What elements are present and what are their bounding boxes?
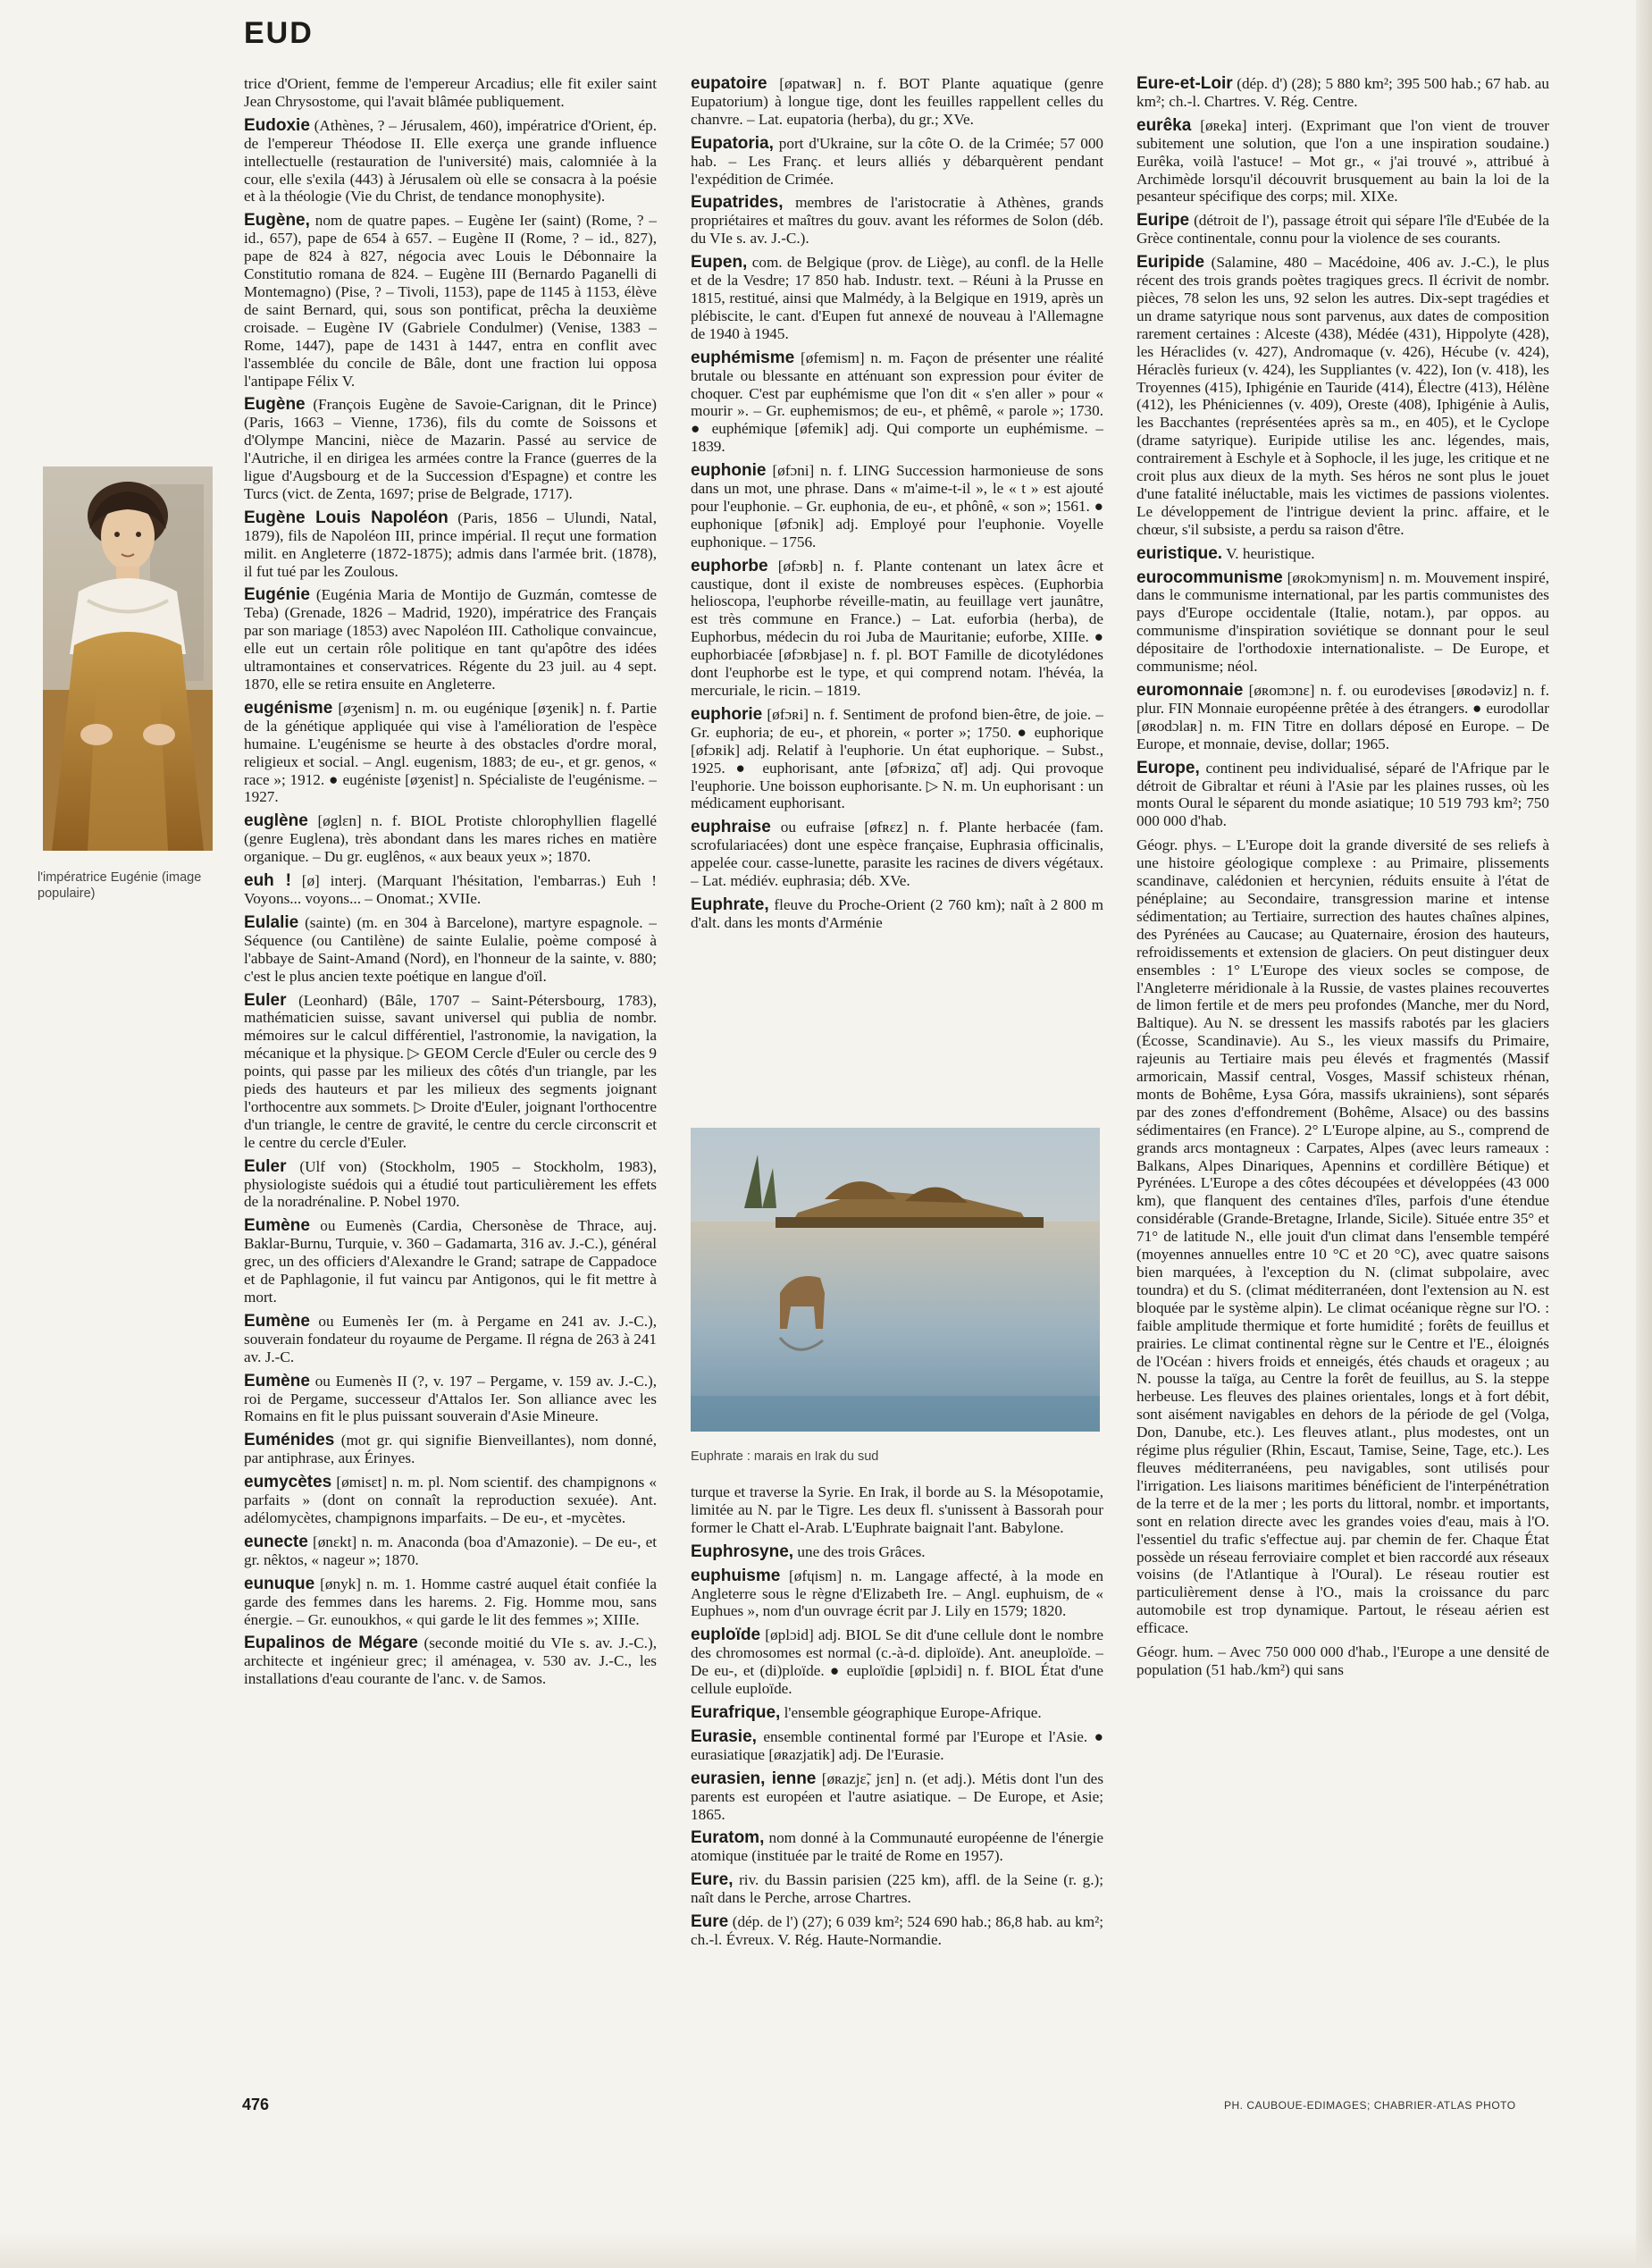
dictionary-entry (244, 509, 657, 581)
entry-headword: Eumène (244, 1216, 310, 1236)
entry-text: Géogr. phys. – L'Europe doit la grande diversité de ses reliefs à une histoire géologique complexe : au Primaire, plissements scandinave, calédonien et hercynien, réduits ensuite à l'état de pénéplaine; au Secondaire, transgression marine et intense sédimentation; au Tertiaire, surrection des hautes chaînes alpines, des Pyrénées au Caucase; au Quaternaire, érosion des hauteurs, refroidissements et extension de glaciers. On peut distinguer deux ensembles : 1° L'Europe des vieux socles se compose, de l'Angleterre méridionale à la Russie, de vastes plaines recouvertes de limon fertile et de mers peu profondes (Manche, mer du Nord, Baltique). Au N. se dressent les massifs rabotés par les glaciers (Écosse, Scandinavie). Au S., les vieux massifs du Primaire, rajeunis au Tertiaire mais peu élevés et fragmentés (Massif armoricain, Massif central, Vosges, Massif schisteux rhénan, monts de Bohême, Łysa Góra, massifs ukrainiens), sont séparés par des zones d'effondrement (Bohême, Alsace) ou des bassins sédimentaires (en France). 2° L'Europe alpine, au S., comprend de grands arcs montagneux : Carpates, Alpes (avec leurs rameaux : Balkans, Alpes Dinariques, Apennins et cordillère Bétique) et Pyrénées. L'Europe a des côtes découpées et développées (43 000 km), que flanquent des centaines d'îles, parfois d'une étendue considérable (Grande-Bretagne, Irlande, Sicile). Située entre 35° et 71° de latitude N., elle jouit d'un climat dans l'ensemble tempéré (moyennes annuelles entre 10 °C et 20 °C), avec quatre saisons bien marquées, à l'exception du N. (climat subpolaire, avec toundra) et du S. (climat méditerranéen, dont l'extension au N. est bloquée par le système alpin). Le climat océanique règne sur l'O. : faible amplitude thermique et forte humidité ; forêts de feuillus et prairies. Le climat continental règne sur le Centre et l'E., éloignés de l'Océan : hivers froids et enneigés, étés chauds et orageux ; au N. pousse la taïga, au Centre la forêt de feuillus, au S. la steppe herbeuse. Les fleuves des plaines orientales, longs et à fort débit, sont aisément navigables en dehors de la période de gel (Volga, Don, Danube, etc.). Les fleuves atlant., plus modestes, ont un régime plus régulier (Rhin, Escaut, Tamise, Seine, Tage, etc.). Les fleuves méditerranéens, peu navigables, sont utilisés pour l'irrigation. Les liaisons maritimes bénéficient de l'interpénétration de la terre et de la mer ; les ports du littoral, nombr. et importants, sont en relation directe avec les grandes voies d'eau, mais à l'O. l'essentiel du trafic s'effectue auj. par chemin de fer. Chaque État possède un réseau ferroviaire complet et bien raccordé aux réseaux voisins (de l'Atlantique à l'Oural). Le réseau routier est particulièrement dense à l'O., mais la croissance du parc automobile est trop dynamique. Partout, le réseau aérien est efficace. (1136, 836, 1549, 1637)
entry-text: [øfɥism] n. m. Langage affecté, à la mode en Angleterre sous le règne d'Elizabeth Ire. – Angl. euphuism, de « Euphues », nom d'un ouvrage écrit par J. Lily en 1579; 1820. (691, 1567, 1103, 1620)
entry-text: ensemble continental formé par l'Europe et l'Asie. ● eurasiatique [øʀazjatik] adj. De l'Eurasie. (691, 1727, 1103, 1763)
entry-text: ou Eumenès Ier (m. à Pergame en 241 av. J.-C.), souverain fondateur du royaume de Pergame. Il régna de 263 à 241 av. J.-C. (244, 1312, 657, 1365)
entry-text: [ønɛkt] n. m. Anaconda (boa d'Amazonie). – De eu-, et gr. nêktos, « nageur »; 1870. (244, 1533, 657, 1568)
entry-text: turque et traverse la Syrie. En Irak, il borde au S. la Mésopotamie, limitée au N. par le Tigre. Les deux fl. s'unissent à Bassorah pour former le Chatt el-Arab. L'Euphrate baignait l'ant. Babylone. (691, 1483, 1103, 1536)
dictionary-entry (244, 1217, 657, 1306)
entry-headword: Eugène Louis Napoléon (244, 508, 449, 527)
dictionary-entry (691, 819, 1103, 890)
photo-caption: Euphrate : marais en Irak du sud (691, 1449, 879, 1464)
entry-text: (François Eugène de Savoie-Carignan, dit le Prince) (Paris, 1663 – Vienne, 1736), fils du comte de Soissons et d'Olympe Mancini, nièce de Mazarin. Passé au service de l'Autriche, il en dirigea les armées contre la France (guerres de la ligue d'Augsbourg et de la Succession d'Espagne) et contre les Turcs (vict. de Zenta, 1697; prise de Belgrade, 1717). (244, 396, 657, 502)
dictionary-entry (244, 1575, 657, 1629)
entry-headword: Eudoxie (244, 115, 310, 135)
entry-headword: Eurafrique, (691, 1702, 781, 1722)
entry-text: [øʀazjɛ̃, jɛn] n. (et adj.). Métis dont l'un des parents est européen et l'autre asiatique. – De Europe, et Asie; 1865. (691, 1769, 1103, 1823)
entry-headword: Euratom, (691, 1828, 765, 1848)
entry-text: (mot gr. qui signifie Bienveillantes), nom donné, par antiphrase, aux Érinyes. (244, 1432, 657, 1467)
entry-text: [øʀomɔnɛ] n. f. ou eurodevises [øʀodəviz] n. f. plur. FIN Monnaie européenne prêtée à des étrangers. ● eurodollar [øʀodɔlaʀ] n. m. FIN Titre en dollars déposé en Europe. – De Europe, et monnaie, devise, dollar; 1965. (1136, 682, 1549, 752)
dictionary-entry (244, 992, 657, 1152)
entry-headword: Euler (244, 1156, 287, 1176)
dictionary-entry (244, 117, 657, 206)
entry-headword: euh ! (244, 871, 291, 891)
dictionary-entry (244, 812, 657, 866)
entry-headword: Euménides (244, 1431, 335, 1450)
entry-headword: eurêka (1136, 115, 1192, 135)
dictionary-entry (691, 254, 1103, 343)
dictionary-entry (1136, 760, 1549, 831)
entry-text: (Salamine, 480 – Macédoine, 406 av. J.-C.), le plus récent des trois grands poètes tragiques grecs. Il écrivit de nombr. pièces, 78 selon les uns, 92 selon les autres. Dix-sept tragédies et un drame satyrique nous sont parvenus, aux dates de composition rarement certaines : Alceste (438), Médée (431), Hippolyte (428), les Héraclides (v. 427), Andromaque (v. 426), Hécube (v. 424), Héraclès furieux (v. 424), les Suppliantes (v. 422), Ion (v. 418), les Troyennes (415), Iphigénie en Tauride (414), Électre (413), Hélène (412), les Phéniciennes (v. 409), Oreste (408), Iphigénie à Aulis, les Bacchantes (représentées après sa m., en 405), et le Cyclope (drame satyrique). Euripide utilise les anc. légendes, mais, contrairement à Eschyle et à Sophocle, il les juge, les critique et ne croit plus aux dieux de la myth. Ses héros ne sont plus le jouet d'une fatalité inéluctable, mais les victimes de passions violentes. Le développement de l'intrigue devient la princ. affaire, et le chœur, s'il subsiste, a perdu sa raison d'être. (1136, 254, 1549, 538)
entry-text: port d'Ukraine, sur la côte O. de la Crimée; 57 000 hab. – Les Franç. et leurs alliés y débarquèrent pendant l'expédition de Crimée. (691, 134, 1103, 188)
portrait-illustration (43, 466, 213, 851)
column-1 (244, 75, 657, 2068)
entry-headword: Eugénie (244, 585, 310, 605)
entry-text: nom de quatre papes. – Eugène Ier (saint) (Rome, ? – id., 657), pape de 654 à 657. – Eugène II (Rome, ? – id., 827), pape de 824 à 827, négocia avec Louis le Débonnaire la Constitutio romana de 824. – Eugène III (Bernardo Paganelli di Montemagno) (Pise, ? – Tivoli, 1153), pape de 1145 à 1153, élève de saint Bernard, qui, sous son pontificat, prêcha la deuxième croisade. – Eugène IV (Gabriele Condulmer) (Venise, 1383 – Rome, 1447), pape de 1431 à 1447, entra en conflit avec l'assemblée du concile de Bâle, dont une fraction lui opposa l'antipape Félix V. (244, 212, 657, 390)
entry-headword: eupatoire (691, 75, 767, 93)
entry-headword: Eurasie, (691, 1726, 757, 1746)
dictionary-entry (244, 212, 657, 390)
entry-text: ou Eumenès II (?, v. 197 – Pergame, v. 159 av. J.-C.), roi de Pergame, successeur d'Attalos Ier. Son alliance avec les Romains en fit le plus puissant souverain d'Asie Mineure. (244, 1372, 657, 1425)
entry-headword: euphonie (691, 461, 767, 481)
dictionary-entry (244, 75, 657, 111)
dictionary-entry (1136, 545, 1549, 563)
entry-text: [øfɔni] n. f. LING Succession harmonieuse de sons dans un mot, une phrase. Dans « m'aime-t-il », le « t » est ajouté pour l'euphonie. – Gr. euphonia, de eu-, et phônê, « son »; 1561. ● euphonique [øfɔnik] adj. Employé pour l'euphonie. Voyelle euphonique. – 1756. (691, 462, 1103, 550)
entry-text: (Eugénia Maria de Montijo de Guzmán, comtesse de Teba) (Grenade, 1826 – Madrid, 1920), impératrice des Français par son mariage (1853) avec Napoléon III. Catholique convaincue, elle eut un certain rôle politique en tant qu'apôtre des idées ultramontaines et conservatrices. Régente du 23 juil. au 4 sept. 1870, elle se retira ensuite en Angleterre. (244, 586, 657, 693)
entry-text: com. de Belgique (prov. de Liège), au confl. de la Helle et de la Vesdre; 17 850 hab. Industr. text. – Réuni à la Prusse en 1815, restitué, ainsi que Malmédy, à la Belgique en 1919, après un plébiscite, le cant. d'Eupen fut annexé de nouveau à l'Allemagne de 1940 à 1945. (691, 254, 1103, 342)
entry-text: (dép. d') (28); 5 880 km²; 395 500 hab.; 67 hab. au km²; ch.-l. Chartres. V. Rég. Centre. (1136, 75, 1549, 110)
dictionary-entry (691, 706, 1103, 812)
dictionary-entry (691, 558, 1103, 700)
entry-headword: euglène (244, 811, 308, 831)
dictionary-entry (1136, 682, 1549, 753)
column-3 (1136, 75, 1549, 2113)
entry-headword: Eumène (244, 1311, 310, 1331)
entry-text: (sainte) (m. en 304 à Barcelone), martyre espagnole. – Séquence (ou Cantilène) de sainte Eulalie, poème composé à l'abbaye de Saint-Amand (Nord), en l'honneur de la sainte, v. 880; c'est le plus ancien texte poétique en langue d'oïl. (244, 913, 657, 985)
photo-credit: PH. CAUBOUE-EDIMAGES; CHABRIER-ATLAS PHOTO (1224, 2099, 1516, 2112)
dictionary-entry (691, 1543, 1103, 1561)
dictionary-entry (691, 1483, 1103, 1537)
entry-headword: eugénisme (244, 698, 333, 718)
dictionary-entry (244, 1373, 657, 1426)
entry-headword: eurasien, ienne (691, 1768, 817, 1788)
entry-text: [øʒenism] n. m. ou eugénique [øʒenik] n. f. Partie de la génétique appliquée qui vise à l'amélioration de l'espèce humaine. L'eugénisme se heurte à des obstacles d'ordre moral, religieux et social. – Angl. eugenism, 1883; de eu-, et gr. genos, « race »; 1912. ● eugéniste [øʒenist] n. Spécialiste de l'eugénisme. – 1927. (244, 699, 657, 806)
entry-headword: Europe, (1136, 758, 1200, 777)
entry-text: [øglɛn] n. f. BIOL Protiste chlorophyllien flagellé (genre Euglena), très abondant dans les mares riches en matière organique. – Du gr. euglênos, « aux beaux yeux »; 1870. (244, 812, 657, 866)
entry-text: ou eufraise [øfʀɛz] n. f. Plante herbacée (fam. scrofulariacées) dont une espèce française, Euphrasia officinalis, appelée cour. casse-lunette, parasite les racines de divers végétaux. – Lat. médiév. euphrasia; déb. XVe. (691, 819, 1103, 890)
entry-headword: Eure (691, 1912, 729, 1932)
dictionary-entry (244, 1474, 657, 1527)
entry-headword: Eupatrides, (691, 193, 784, 213)
entry-headword: Euphrosyne, (691, 1541, 794, 1561)
entry-headword: Eugène, (244, 211, 310, 231)
dictionary-entry (691, 1704, 1103, 1722)
entry-text: (dép. de l') (27); 6 039 km²; 524 690 hab.; 86,8 hab. au km²; ch.-l. Évreux. V. Rég. Haute-Normandie. (691, 1913, 1103, 1948)
entry-headword: euphémisme (691, 348, 795, 367)
entry-text: l'ensemble géographique Europe-Afrique. (784, 1703, 1042, 1721)
entry-text: fleuve du Proche-Orient (2 760 km); naît à 2 800 m d'alt. dans les monts d'Arménie (691, 895, 1103, 931)
entry-text: (Paris, 1856 – Ulundi, Natal, 1879), fils de Napoléon III, prince impérial. Il reçut une formation milit. en Angleterre (1872-1875); admis dans l'armée brit. (1878), il fut tué par les Zoulous. (244, 508, 657, 580)
entry-text: [øfemism] n. m. Façon de présenter une réalité brutale ou blessante en atténuant son expression pour éviter de choquer. C'est par euphémisme que l'on dit « s'en aller » pour « mourir ». – Gr. euphemismos; de eu-, et phêmê, « parole »; 1730. ● euphémique [øfemik] adj. Qui comporte un euphémisme. – 1839. (691, 349, 1103, 456)
entry-headword: eunuque (244, 1574, 315, 1593)
dictionary-entry (691, 1913, 1103, 1949)
entry-text: [øʀokɔmynism] n. m. Mouvement inspiré, dans le communisme international, par les partis communistes des pays d'Europe occidentale (Italie, notam.), par oppos. au communisme d'inspiration soviétique se donnant pour le seul dépositaire de l'orthodoxie internationaliste. – De Europe, et communisme; néol. (1136, 568, 1549, 676)
dictionary-entry (1136, 1643, 1549, 1679)
running-head: EUD (244, 16, 314, 50)
entry-text: trice d'Orient, femme de l'empereur Arcadius; elle fit exiler saint Jean Chrysostome, qui l'avait blâmée publiquement. (244, 75, 657, 110)
entry-text: ou Eumenès (Cardia, Chersonèse de Thrace, auj. Baklar-Burnu, Turquie, v. 360 – Gadamarta, 316 av. J.-C.), général grec, un des officiers d'Alexandre le Grand; satrape de Cappadoce et de Paphlagonie, il fut vaincu par Antigonos, qui le fit mettre à mort. (244, 1217, 657, 1306)
entry-headword: euphorie (691, 704, 763, 724)
entry-headword: Eulalie (244, 912, 299, 932)
entry-headword: Eure-et-Loir (1136, 75, 1233, 93)
page-bottom-shadow (0, 2232, 1652, 2268)
entry-headword: Eupatoria, (691, 133, 774, 153)
entry-text: [ønyk] n. m. 1. Homme castré auquel était confiée la garde des femmes dans les harems. 2. Fig. Homme mou, sans énergie. – Gr. eunoukhos, « qui garde le lit des femmes »; XIIIe. (244, 1575, 657, 1628)
dictionary-entry (691, 75, 1103, 129)
entry-headword: Eupalinos de Mégare (244, 1634, 418, 1653)
entry-text: (seconde moitié du VIe s. av. J.-C.), architecte et ingénieur grec; il aménagea, v. 530 av. J.-C., les installations d'eau courante de l'anc. v. de Samos. (244, 1634, 657, 1688)
dictionary-entry (1136, 212, 1549, 248)
entry-headword: euromonnaie (1136, 681, 1244, 700)
dictionary-entry (691, 349, 1103, 456)
entry-headword: euphuisme (691, 1566, 781, 1585)
dictionary-entry (244, 1533, 657, 1569)
column-2-lower (691, 1483, 1103, 2082)
entry-text: (détroit de l'), passage étroit qui sépare l'île d'Eubée de la Grèce continentale, connu pour la violence de ses courants. (1136, 212, 1549, 248)
dictionary-entry (691, 1728, 1103, 1764)
entry-text: [øfɔʀb] n. f. Plante contenant un latex âcre et caustique, dont il existe de nombreuses espèces. (Euphorbia helioscopa, l'euphorbe réveille-matin, au feuillage vert jaunâtre, est très commune en France.) – Lat. euforbia (herba), de Euphorbus, médecin du roi Juba de Mauritanie; euforbe, XIIIe. ● euphorbiacée [øfɔʀbjase] n. f. pl. BOT Famille de dicotylédones dont l'euphorbe est le type, et qui comprend notam. l'hévéa, la mercuriale, le ricin. – 1819. (691, 557, 1103, 699)
entry-headword: Euler (244, 990, 287, 1010)
entry-headword: Euripide (1136, 253, 1205, 273)
entry-text: continent peu individualisé, séparé de l'Afrique par le détroit de Gibraltar et réuni à l'Asie par les plaines russes, où les monts Oural le séparent du monde asiatique; 10 519 793 km²; 750 000 000 d'hab. (1136, 759, 1549, 830)
entry-headword: Euphrate, (691, 895, 769, 914)
entry-headword: euristique. (1136, 543, 1223, 563)
dictionary-entry (244, 1634, 657, 1688)
entry-text: [ø] interj. (Marquant l'hésitation, l'embarras.) Euh ! Voyons... voyons... – Onomat.; XVIIe. (244, 872, 657, 907)
dictionary-entry (1136, 569, 1549, 676)
entry-text: (Ulf von) (Stockholm, 1905 – Stockholm, 1983), physiologiste suédois qui a étudié tout particulièrement les effets de la noradrénaline. P. Nobel 1970. (244, 1157, 657, 1211)
dictionary-entry (244, 872, 657, 908)
entry-text: [øʀeka] interj. (Exprimant que l'on vient de trouver subitement une solution, que l'on a une inspiration soudaine.) Eurêka, voilà l'astuce! – Mot gr., « j'ai trouvé », attribué à Archimède lorsqu'il découvrit brusquement au bain la loi de la pesanteur spécifique des corps; mil. XIXe. (1136, 116, 1549, 206)
dictionary-entry (691, 135, 1103, 189)
dictionary-entry (691, 1567, 1103, 1621)
entry-text: une des trois Grâces. (797, 1542, 926, 1560)
dictionary-entry (691, 462, 1103, 551)
dictionary-entry (244, 1432, 657, 1467)
dictionary-entry (244, 586, 657, 693)
dictionary-entry (691, 1626, 1103, 1698)
dictionary-entry (691, 1770, 1103, 1824)
entry-headword: euphraise (691, 818, 771, 837)
entry-headword: eurocommunisme (1136, 567, 1283, 587)
entry-text: (Athènes, ? – Jérusalem, 460), impératrice d'Orient, ép. de l'empereur Théodose II. Elle exerça une grande influence intellectuelle (restauration de l'université) mais, calomniée à la cour, elle s'exila (443) à Jérusalem où elle se consacra à la poésie et à la théologie (Vie du Christ, de tendance monophysite). (244, 116, 657, 206)
portrait-caption: l'impératrice Eugénie (image populaire) (38, 870, 202, 901)
entry-headword: eunecte (244, 1532, 308, 1551)
dictionary-entry (691, 194, 1103, 248)
entry-text: nom donné à la Communauté européenne de l'énergie atomique (instituée par le traité de Rome en 1957). (691, 1829, 1103, 1865)
dictionary-entry (691, 896, 1103, 932)
entry-text: [øpatwaʀ] n. f. BOT Plante aquatique (genre Eupatorium) à longue tige, dont les feuilles rappellent celles du chanvre. – Lat. eupatoria (herba), du gr.; XVe. (691, 75, 1103, 128)
column-2 (691, 75, 1103, 1130)
dictionary-entry (691, 1871, 1103, 1907)
dictionary-entry (244, 700, 657, 806)
dictionary-entry (244, 1158, 657, 1212)
dictionary-entry (1136, 836, 1549, 1637)
entry-headword: Eugène (244, 395, 306, 415)
entry-headword: Eumène (244, 1371, 310, 1390)
entry-headword: eumycètes (244, 1473, 332, 1492)
entry-text: [ømisɛt] n. m. pl. Nom scientif. des champignons « parfaits » (dont on connaît la reproduction sexuée). Ant. adélomycètes, champignons imparfaits. – De eu-, et -mycètes. (244, 1474, 657, 1526)
dictionary-entry (1136, 117, 1549, 206)
dictionary-entry (1136, 254, 1549, 539)
dictionary-entry (244, 1313, 657, 1366)
entry-headword: Eure, (691, 1870, 734, 1890)
entry-text: riv. du Bassin parisien (225 km), affl. de la Seine (r. g.); naît dans le Perche, arrose Chartres. (691, 1871, 1103, 1907)
entry-text: Géogr. hum. – Avec 750 000 000 d'hab., l'Europe a une densité de population (51 hab./km²) qui sans (1136, 1643, 1549, 1678)
entry-text: [øplɔid] adj. BIOL Se dit d'une cellule dont le nombre des chromosomes est normal (c.-à-d. diploïde). Ant. aneuploïde. – De eu-, et (di)ploïde. ● euploïdie [øplɔidi] n. f. BIOL État d'une cellule euploïde. (691, 1626, 1103, 1698)
entry-headword: euphorbe (691, 556, 768, 575)
entry-headword: euploïde (691, 1625, 761, 1645)
entry-text: [øfɔʀi] n. f. Sentiment de profond bien-être, de joie. – Gr. euphoria; de eu-, et phorein, « porter »; 1750. ● euphorique [øfɔʀik] adj. Relatif à l'euphorie. Un état euphorique. – Subst., 1925. ● euphorisant, ante [øfɔʀizɑ̃, ɑ̃t] adj. Qui provoque l'euphorie. Une boisson euphorisante. ▷ N. m. Un euphorisant : un médicament euphorisant. (691, 705, 1103, 812)
euphrates-photo (691, 1128, 1100, 1432)
entry-text: membres de l'aristocratie à Athènes, grands propriétaires et maîtres du gouv. avant les réformes de Solon (déb. du VIe s. av. J.-C.). (691, 194, 1103, 248)
page-number: 476 (242, 2096, 270, 2113)
entry-headword: Euripe (1136, 211, 1190, 231)
dictionary-entry (244, 914, 657, 986)
dictionary-entry (691, 1829, 1103, 1865)
dictionary-entry (1136, 75, 1549, 111)
page-edge (1636, 0, 1652, 2268)
entry-text: (Leonhard) (Bâle, 1707 – Saint-Pétersbourg, 1783), mathématicien suisse, savant universel qui publia de nombr. mémoires sur le calcul différentiel, l'astronomie, la navigation, la mécanique et la physique. ▷ GEOM Cercle d'Euler ou cercle des 9 points, qui passe par les milieux des côtés d'un triangle, par les pieds des hauteurs et par les milieux des segments joignant l'orthocentre aux sommets. ▷ Droite d'Euler, joignant l'orthocentre d'un triangle, le centre de gravité, le centre du cercle circonscrit et le centre du cercle d'Euler. (244, 991, 657, 1151)
entry-text: V. heuristique. (1226, 544, 1315, 562)
dictionary-entry (244, 396, 657, 502)
entry-headword: Eupen, (691, 253, 748, 273)
